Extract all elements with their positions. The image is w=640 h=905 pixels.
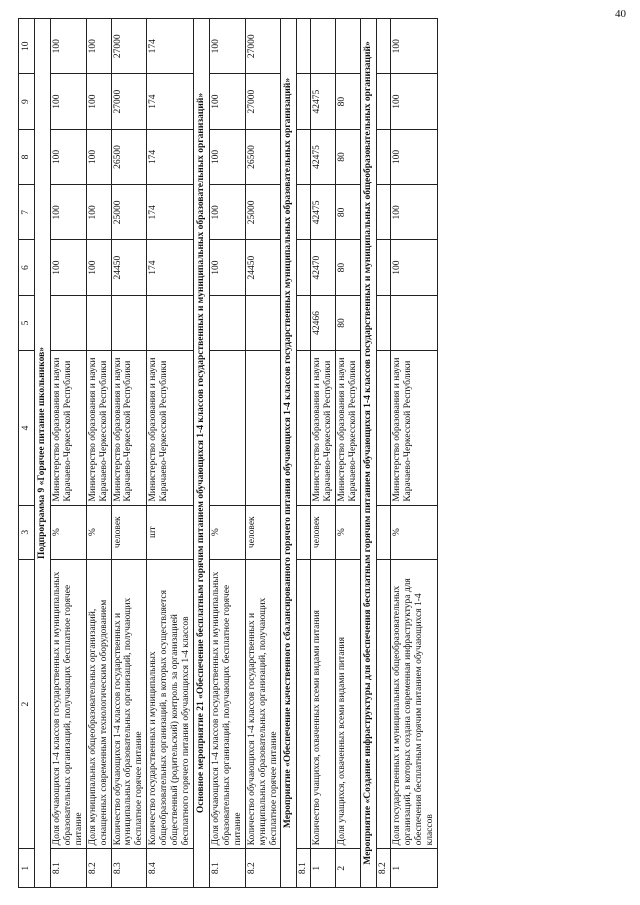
cell-col-7: 25000: [111, 185, 147, 240]
cell-col-2: Доля учащихся, охваченных всеми видами питания: [336, 559, 361, 849]
cell-col-2: Доля обучающихся 1-4 классов государственных и муниципальных образовательных организаций, получающих бесплатное горячее питание: [50, 559, 86, 849]
cell-col-4: Министерство образования и науки Карачаево-Черкесской Республики: [147, 351, 194, 505]
cell-col-7: [376, 185, 390, 240]
cell-col-8: 100: [86, 129, 111, 184]
rotated-table-container: [18, 18, 628, 888]
column-number-10: 10: [19, 19, 35, 74]
cell-col-3: шт: [147, 505, 194, 559]
cell-col-9: [297, 74, 311, 129]
cell-col-5: [147, 295, 194, 350]
section-title-row: [360, 19, 376, 888]
cell-col-2: Количество обучающихся 1-4 классов государственных и муниципальных образовательных организаций, получающих бесплатное горячее питание: [245, 559, 281, 849]
cell-col-4: [376, 351, 390, 505]
cell-col-8: 80: [336, 129, 361, 184]
cell-col-3: человек: [311, 505, 336, 559]
cell-col-6: [297, 240, 311, 295]
cell-col-10: [297, 19, 311, 74]
indicators-table: [18, 18, 438, 888]
cell-col-8: [297, 129, 311, 184]
cell-col-6: 80: [336, 240, 361, 295]
cell-col-9: 100: [209, 74, 245, 129]
cell-col-5: [245, 295, 281, 350]
cell-col-6: [376, 240, 390, 295]
cell-col-2: [376, 559, 390, 849]
cell-col-2: Доля обучающихся 1-4 классов государственных и муниципальных образовательных организаций, получающих бесплатное горячее питание: [209, 559, 245, 849]
cell-col-2: Количество обучающихся 1-4 классов государственных и муниципальных образовательных организаций, получающих бесплатное горячее питание: [111, 559, 147, 849]
column-number-2: 2: [19, 559, 35, 849]
cell-col-7: [297, 185, 311, 240]
cell-col-8: 42475: [311, 129, 336, 184]
cell-col-2: Количество государственных и муниципальных общеобразовательных организаций, в которых осуществляется общественный (родительский) контроль за организацией бесплатного горячего питания обучающихся 1-4 классов: [147, 559, 194, 849]
table-row: [311, 19, 336, 888]
cell-col-10: 100: [86, 19, 111, 74]
cell-col-5: [86, 295, 111, 350]
header-row: [19, 19, 35, 888]
cell-col-7: 42475: [311, 185, 336, 240]
column-number-3: 3: [19, 505, 35, 559]
cell-col-4: [209, 351, 245, 505]
cell-col-4: [297, 351, 311, 505]
cell-col-4: [245, 351, 281, 505]
cell-col-7: 100: [209, 185, 245, 240]
cell-col-3: человек: [111, 505, 147, 559]
cell-col-8: 26500: [111, 129, 147, 184]
cell-col-4: Министерство образования и науки Карачаево-Черкесской Республики: [50, 351, 86, 505]
cell-col-9: [376, 74, 390, 129]
column-number-9: 9: [19, 74, 35, 129]
cell-col-8: [376, 129, 390, 184]
section-title-row: [193, 19, 209, 888]
column-number-5: 5: [19, 295, 35, 350]
cell-col-8: 26500: [245, 129, 281, 184]
table-row: [111, 19, 147, 888]
cell-col-10: 100: [390, 19, 437, 74]
cell-col-5: [111, 295, 147, 350]
column-number-4: 4: [19, 351, 35, 505]
table-row: [245, 19, 281, 888]
cell-col-3: %: [209, 505, 245, 559]
section-title-row: [281, 19, 297, 888]
table-row: [50, 19, 86, 888]
cell-col-4: Министерство образования и науки Карачаево-Черкесской Республики: [390, 351, 437, 505]
column-number-7: 7: [19, 185, 35, 240]
cell-col-8: 174: [147, 129, 194, 184]
cell-col-4: Министерство образования и науки Карачаево-Черкесской Республики: [311, 351, 336, 505]
cell-col-2: Доля муниципальных общеобразовательных организаций, оснащенных современным технологическим оборудованием: [86, 559, 111, 849]
page-number: 40: [615, 8, 626, 20]
cell-col-1: 8.1: [297, 849, 311, 888]
cell-col-10: 100: [209, 19, 245, 74]
cell-col-10: [376, 19, 390, 74]
cell-col-1: 8.1: [50, 849, 86, 888]
cell-col-8: 100: [209, 129, 245, 184]
cell-col-9: 27000: [245, 74, 281, 129]
cell-col-3: %: [390, 505, 437, 559]
cell-col-3: человек: [245, 505, 281, 559]
cell-col-10: 174: [147, 19, 194, 74]
cell-col-1: 8.4: [147, 849, 194, 888]
table-row: [147, 19, 194, 888]
cell-col-5: [50, 295, 86, 350]
cell-col-2: [297, 559, 311, 849]
cell-col-6: 24450: [111, 240, 147, 295]
cell-col-3: %: [86, 505, 111, 559]
cell-col-3: %: [336, 505, 361, 559]
cell-col-9: 27000: [111, 74, 147, 129]
cell-col-8: 100: [50, 129, 86, 184]
cell-col-1: 8.2: [86, 849, 111, 888]
cell-col-9: 100: [50, 74, 86, 129]
cell-col-7: 100: [86, 185, 111, 240]
cell-col-6: 174: [147, 240, 194, 295]
cell-col-7: 25000: [245, 185, 281, 240]
cell-col-2: Количество учащихся, охваченных всеми видами питания: [311, 559, 336, 849]
cell-col-6: 100: [390, 240, 437, 295]
cell-col-7: 174: [147, 185, 194, 240]
cell-col-10: [311, 19, 336, 74]
cell-col-8: 100: [390, 129, 437, 184]
section-title-row: [35, 19, 51, 888]
cell-col-6: 100: [86, 240, 111, 295]
cell-col-7: 100: [390, 185, 437, 240]
column-number-6: 6: [19, 240, 35, 295]
cell-col-1: 8.2: [245, 849, 281, 888]
cell-col-1: 1: [311, 849, 336, 888]
cell-col-4: Министерство образования и науки Карачаево-Черкесской Республики: [111, 351, 147, 505]
cell-col-5: 42466: [311, 295, 336, 350]
cell-col-6: 24450: [245, 240, 281, 295]
cell-col-5: [390, 295, 437, 350]
section-title: Подпрограмма 9 «Горячее питание школьников»: [35, 19, 51, 888]
cell-col-9: 100: [390, 74, 437, 129]
cell-col-10: [336, 19, 361, 74]
cell-col-1: 8.2: [376, 849, 390, 888]
cell-col-10: 27000: [245, 19, 281, 74]
cell-col-7: 80: [336, 185, 361, 240]
cell-col-9: 100: [86, 74, 111, 129]
cell-col-1: 2: [336, 849, 361, 888]
table-row: [390, 19, 437, 888]
cell-col-4: Министерство образования и науки Карачаево-Черкесской Республики: [336, 351, 361, 505]
cell-col-9: 42475: [311, 74, 336, 129]
cell-col-6: 100: [50, 240, 86, 295]
cell-col-6: 42470: [311, 240, 336, 295]
cell-col-7: 100: [50, 185, 86, 240]
cell-col-5: [376, 295, 390, 350]
cell-col-9: 80: [336, 74, 361, 129]
cell-col-5: [209, 295, 245, 350]
cell-col-3: [376, 505, 390, 559]
cell-col-5: 80: [336, 295, 361, 350]
cell-col-1: 8.3: [111, 849, 147, 888]
table-row: [86, 19, 111, 888]
cell-col-9: 174: [147, 74, 194, 129]
section-title: Мероприятие «Обеспечение качественного сбалансированного горячего питания обучающихся 1-4 классов государственных муниципальных образовательных организаций»: [281, 19, 297, 888]
cell-col-3: [297, 505, 311, 559]
table-row: [209, 19, 245, 888]
cell-col-10: 100: [50, 19, 86, 74]
cell-col-5: [297, 295, 311, 350]
cell-col-10: 27000: [111, 19, 147, 74]
column-number-8: 8: [19, 129, 35, 184]
table-row: [297, 19, 311, 888]
cell-col-4: Министерство образования и науки Карачаево-Черкесской Республики: [86, 351, 111, 505]
cell-col-1: 8.1: [209, 849, 245, 888]
cell-col-6: 100: [209, 240, 245, 295]
column-number-1: 1: [19, 849, 35, 888]
table-row: [376, 19, 390, 888]
cell-col-2: Доля государственных и муниципальных общеобразовательных организаций, в которых создана современная инфраструктура для обеспечения бесплатным горячим питанием обучающихся 1-4 классов: [390, 559, 437, 849]
cell-col-1: 1: [390, 849, 437, 888]
cell-col-3: %: [50, 505, 86, 559]
table-row: [336, 19, 361, 888]
section-title: Мероприятие «Создание инфраструктуры для обеспечения бесплатным горячим питанием обучающихся 1-4 классов государственных и муниципальных общеобразовательных организаций»: [360, 19, 376, 888]
section-title: Основное мероприятие 21 «Обеспечение бесплатным горячим питанием обучающихся 1-4 классов государственных и муниципальных образовательных организаций»: [193, 19, 209, 888]
